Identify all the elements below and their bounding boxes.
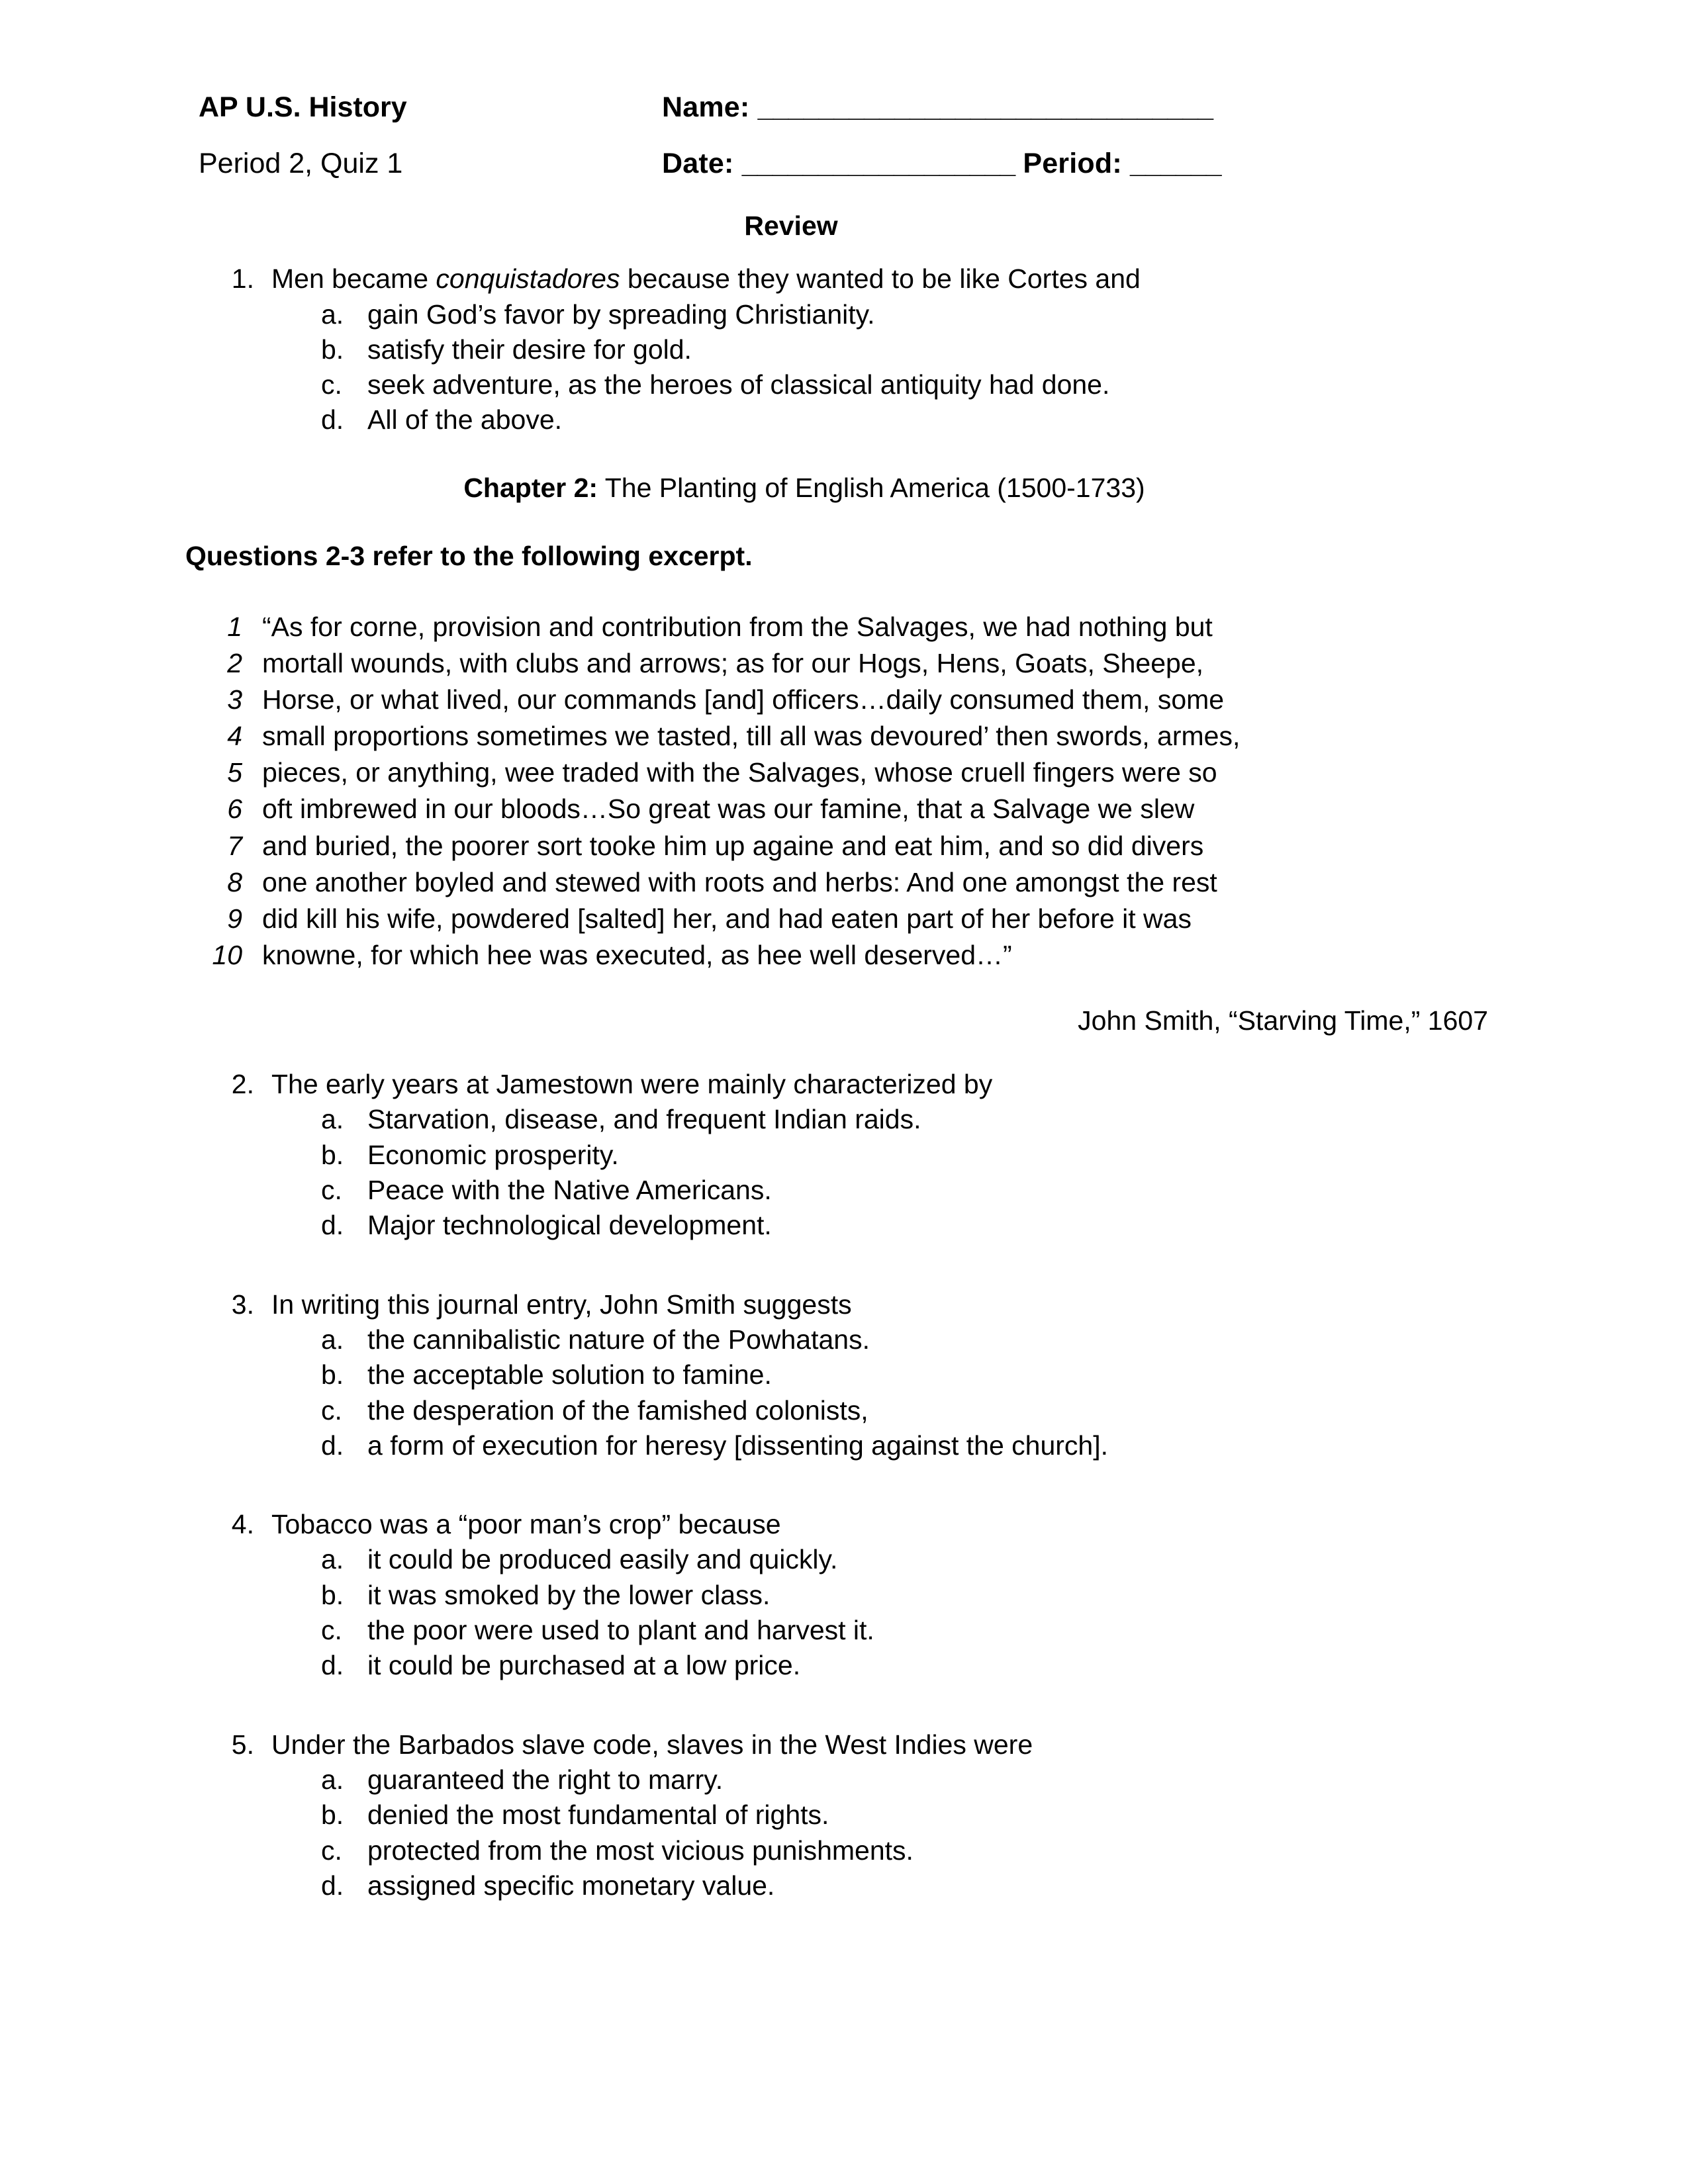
option-text: Major technological development. bbox=[367, 1210, 772, 1241]
excerpt-line-text: and buried, the poorer sort tooke him up againe and eat him, and so did divers bbox=[262, 830, 1204, 861]
chapter-heading-rest: The Planting of English America (1500-1733) bbox=[598, 472, 1145, 503]
question-1-stem bbox=[199, 261, 1503, 296]
excerpt-line-number: 8 bbox=[227, 866, 242, 897]
option-letter: d. bbox=[321, 404, 344, 435]
question-3-option-b[interactable] bbox=[199, 1357, 1503, 1392]
question-4-option-c[interactable] bbox=[199, 1613, 1503, 1648]
chapter-heading-bold: Chapter 2: bbox=[463, 472, 598, 503]
question-4-stem-text: Tobacco was a “poor man’s crop” because bbox=[271, 1509, 781, 1540]
name-blank[interactable]: ______________________________ bbox=[757, 91, 1213, 123]
question-2-stem-text: The early years at Jamestown were mainly characterized by bbox=[271, 1069, 993, 1100]
excerpt-intro: Questions 2-3 refer to the following excerpt. bbox=[185, 540, 753, 571]
excerpt-line bbox=[199, 718, 1503, 754]
date-blank[interactable]: __________________ bbox=[741, 148, 1015, 180]
excerpt-line-text: mortall wounds, with clubs and arrows; as for our Hogs, Hens, Goats, Sheepe, bbox=[262, 647, 1204, 678]
stem-post: because they wanted to be like Cortes and bbox=[620, 263, 1141, 295]
name-label: Name: bbox=[662, 91, 750, 123]
question-5-option-d[interactable] bbox=[199, 1868, 1503, 1903]
question-5 bbox=[199, 1727, 1503, 1903]
option-letter: c. bbox=[321, 1615, 342, 1646]
option-letter: a. bbox=[321, 298, 344, 330]
option-text: the acceptable solution to famine. bbox=[367, 1359, 772, 1390]
question-5-stem-text: Under the Barbados slave code, slaves in the West Indies were bbox=[271, 1729, 1033, 1760]
excerpt-line-text: small proportions sometimes we tasted, till all was devoured’ then swords, armes, bbox=[262, 721, 1241, 752]
excerpt-line-text: Horse, or what lived, our commands [and] officers…daily consumed them, some bbox=[262, 684, 1225, 715]
option-text: gain God’s favor by spreading Christianity. bbox=[367, 298, 875, 330]
option-letter: a. bbox=[321, 1104, 344, 1135]
question-1-option-c[interactable] bbox=[199, 367, 1503, 402]
period-quiz-label: Period 2, Quiz 1 bbox=[199, 148, 403, 180]
excerpt-line-number: 9 bbox=[227, 903, 242, 934]
header-row-course bbox=[199, 93, 1503, 122]
option-letter: a. bbox=[321, 1544, 344, 1575]
question-1-number: 1. bbox=[231, 263, 254, 295]
header-row-period bbox=[199, 149, 1503, 179]
stem-pre: Men became bbox=[271, 263, 436, 295]
period-blank[interactable]: ______ bbox=[1130, 148, 1221, 180]
question-2-option-a[interactable] bbox=[199, 1102, 1503, 1137]
excerpt-line bbox=[199, 901, 1503, 937]
option-text: Economic prosperity. bbox=[367, 1139, 619, 1170]
question-2-option-b[interactable] bbox=[199, 1138, 1503, 1173]
question-4-option-b[interactable] bbox=[199, 1578, 1503, 1613]
question-5-option-c[interactable] bbox=[199, 1833, 1503, 1868]
excerpt-line bbox=[199, 682, 1503, 718]
question-3-number: 3. bbox=[231, 1289, 254, 1320]
option-letter: c. bbox=[321, 1835, 342, 1866]
option-letter: b. bbox=[321, 1139, 344, 1170]
option-text: protected from the most vicious punishments. bbox=[367, 1835, 914, 1866]
question-1-option-b[interactable] bbox=[199, 332, 1503, 367]
question-2-option-c[interactable] bbox=[199, 1173, 1503, 1208]
option-text: All of the above. bbox=[367, 404, 563, 435]
excerpt-line bbox=[199, 791, 1503, 827]
excerpt-line-text: pieces, or anything, wee traded with the Salvages, whose cruell fingers were so bbox=[262, 757, 1217, 788]
spacer bbox=[199, 1244, 1503, 1267]
option-text: Peace with the Native Americans. bbox=[367, 1175, 772, 1206]
option-text: the cannibalistic nature of the Powhatans. bbox=[367, 1324, 870, 1355]
option-letter: a. bbox=[321, 1764, 344, 1795]
question-1-stem-text bbox=[271, 261, 1503, 296]
course-title: AP U.S. History bbox=[199, 91, 407, 123]
name-field-row bbox=[662, 93, 1503, 122]
excerpt-line bbox=[199, 937, 1503, 974]
option-text: the poor were used to plant and harvest it. bbox=[367, 1615, 874, 1646]
option-letter: c. bbox=[321, 1175, 342, 1206]
question-2 bbox=[199, 1067, 1503, 1243]
excerpt-line bbox=[199, 754, 1503, 791]
page-content bbox=[185, 91, 1503, 1903]
option-text: a form of execution for heresy [dissenting against the church]. bbox=[367, 1430, 1108, 1461]
question-1-option-a[interactable] bbox=[199, 297, 1503, 332]
excerpt-line bbox=[199, 864, 1503, 901]
excerpt-line-text: one another boyled and stewed with roots and herbs: And one amongst the rest bbox=[262, 866, 1217, 897]
option-text: denied the most fundamental of rights. bbox=[367, 1799, 829, 1831]
question-3-stem bbox=[199, 1287, 1503, 1322]
date-label: Date: bbox=[662, 148, 734, 180]
excerpt-line-number: 10 bbox=[212, 940, 242, 971]
question-1-option-d[interactable] bbox=[199, 402, 1503, 437]
excerpt-line-text: knowne, for which hee was executed, as hee well deserved…” bbox=[262, 940, 1012, 971]
option-letter: c. bbox=[321, 1394, 342, 1426]
option-letter: b. bbox=[321, 334, 344, 365]
option-text: assigned specific monetary value. bbox=[367, 1870, 775, 1901]
excerpt-line-number: 7 bbox=[227, 830, 242, 861]
excerpt-line-text: did kill his wife, powdered [salted] her, and had eaten part of her before it was bbox=[262, 903, 1192, 934]
excerpt-line bbox=[199, 609, 1503, 645]
question-4-number: 4. bbox=[231, 1509, 254, 1540]
spacer bbox=[199, 1684, 1503, 1707]
excerpt-block bbox=[199, 609, 1503, 974]
question-3 bbox=[199, 1287, 1503, 1463]
excerpt-line-number: 2 bbox=[227, 647, 242, 678]
option-text: it was smoked by the lower class. bbox=[367, 1579, 771, 1610]
question-3-option-a[interactable] bbox=[199, 1322, 1503, 1357]
stem-italic-term: conquistadores bbox=[436, 263, 620, 295]
option-text: the desperation of the famished colonists, bbox=[367, 1394, 868, 1426]
excerpt-attribution: John Smith, “Starving Time,” 1607 bbox=[1078, 1005, 1488, 1036]
option-letter: a. bbox=[321, 1324, 344, 1355]
option-letter: b. bbox=[321, 1359, 344, 1390]
excerpt-line-text: oft imbrewed in our bloods…So great was our famine, that a Salvage we slew bbox=[262, 794, 1195, 825]
option-text: it could be purchased at a low price. bbox=[367, 1650, 801, 1681]
question-4 bbox=[199, 1507, 1503, 1683]
option-letter: d. bbox=[321, 1650, 344, 1681]
excerpt-line-number: 3 bbox=[227, 684, 242, 715]
question-5-option-b[interactable] bbox=[199, 1797, 1503, 1833]
review-heading: Review bbox=[744, 210, 838, 242]
excerpt-line-number: 5 bbox=[227, 757, 242, 788]
excerpt-line-number: 1 bbox=[227, 611, 242, 642]
question-3-option-d[interactable] bbox=[199, 1428, 1503, 1463]
question-5-option-a[interactable] bbox=[199, 1762, 1503, 1797]
question-4-stem bbox=[199, 1507, 1503, 1542]
period-label: Period: bbox=[1023, 148, 1122, 180]
option-text: it could be produced easily and quickly. bbox=[367, 1544, 838, 1575]
spacer bbox=[199, 1463, 1503, 1487]
option-letter: d. bbox=[321, 1210, 344, 1241]
question-3-stem-text: In writing this journal entry, John Smith suggests bbox=[271, 1289, 852, 1320]
excerpt-line bbox=[199, 645, 1503, 682]
question-4-option-a[interactable] bbox=[199, 1542, 1503, 1577]
question-3-option-c[interactable] bbox=[199, 1393, 1503, 1428]
option-text: guaranteed the right to marry. bbox=[367, 1764, 724, 1795]
question-2-number: 2. bbox=[231, 1069, 254, 1100]
date-period-field-row bbox=[662, 149, 1503, 179]
option-letter: d. bbox=[321, 1430, 344, 1461]
question-5-number: 5. bbox=[231, 1729, 254, 1760]
excerpt-line-text: “As for corne, provision and contribution from the Salvages, we had nothing but bbox=[262, 611, 1213, 642]
option-text: satisfy their desire for gold. bbox=[367, 334, 692, 365]
excerpt-line bbox=[199, 828, 1503, 864]
option-text: seek adventure, as the heroes of classical antiquity had done. bbox=[367, 369, 1110, 400]
question-5-stem bbox=[199, 1727, 1503, 1762]
option-text: Starvation, disease, and frequent Indian raids. bbox=[367, 1104, 921, 1135]
option-letter: d. bbox=[321, 1870, 344, 1901]
chapter-heading bbox=[199, 473, 1503, 504]
option-letter: b. bbox=[321, 1799, 344, 1831]
option-letter: b. bbox=[321, 1579, 344, 1610]
question-2-stem bbox=[199, 1067, 1503, 1102]
excerpt-line-number: 6 bbox=[227, 794, 242, 825]
question-2-option-d[interactable] bbox=[199, 1208, 1503, 1243]
question-1 bbox=[199, 261, 1503, 437]
option-letter: c. bbox=[321, 369, 342, 400]
excerpt-line-number: 4 bbox=[227, 721, 242, 752]
question-4-option-d[interactable] bbox=[199, 1648, 1503, 1683]
